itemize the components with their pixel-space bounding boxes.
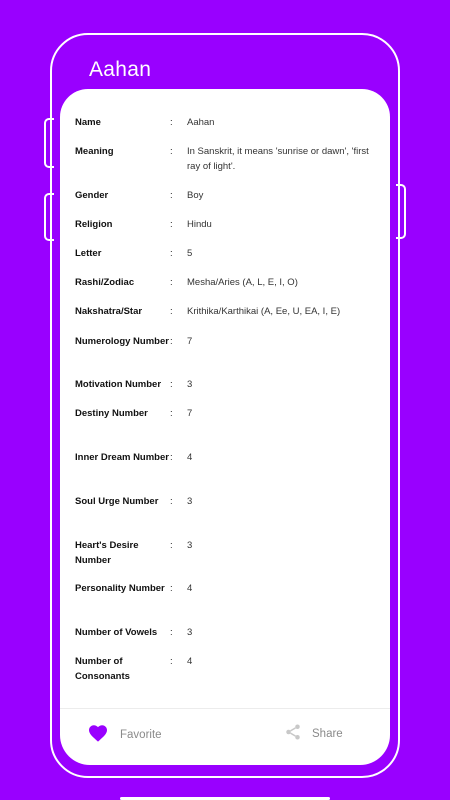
detail-label: Destiny Number	[75, 408, 148, 419]
detail-label: Name	[75, 117, 101, 128]
detail-separator: :	[170, 496, 173, 507]
detail-separator: :	[170, 248, 173, 259]
detail-separator: :	[170, 452, 173, 463]
detail-value: 4	[187, 656, 193, 667]
detail-separator: :	[170, 219, 173, 230]
favorite-label: Favorite	[120, 729, 162, 741]
share-icon	[284, 723, 302, 746]
details-card	[60, 89, 390, 765]
detail-value: 4	[187, 452, 193, 463]
detail-label: Number of Vowels	[75, 627, 158, 638]
detail-separator: :	[170, 408, 173, 419]
detail-value: 3	[187, 540, 193, 551]
detail-value: Krithika/Karthikai (A, Ee, U, EA, I, E)	[187, 306, 341, 317]
share-label: Share	[312, 728, 343, 740]
detail-separator: :	[170, 656, 173, 667]
detail-label: Number of Consonants	[75, 656, 130, 682]
detail-separator: :	[170, 117, 173, 128]
detail-separator: :	[170, 190, 173, 201]
detail-label: Personality Number	[75, 583, 165, 594]
detail-label: Letter	[75, 248, 102, 259]
detail-separator: :	[170, 306, 173, 317]
favorite-button[interactable]	[88, 725, 178, 745]
detail-value: 3	[187, 627, 193, 638]
detail-label: Nakshatra/Star	[75, 306, 143, 317]
detail-value: 3	[187, 496, 193, 507]
detail-separator: :	[170, 583, 173, 594]
detail-separator: :	[170, 540, 173, 551]
detail-label: Inner Dream Number	[75, 452, 169, 463]
detail-value: In Sanskrit, it means 'sunrise or dawn', 'first ray of light'.	[187, 146, 369, 172]
detail-separator: :	[170, 336, 173, 347]
detail-label: Numerology Number	[75, 336, 169, 347]
detail-value: Hindu	[187, 219, 212, 230]
detail-value: 3	[187, 379, 193, 390]
heart-icon	[88, 724, 108, 747]
detail-label: Meaning	[75, 146, 114, 157]
detail-value: Aahan	[187, 117, 215, 128]
share-button[interactable]	[284, 723, 374, 745]
detail-label: Gender	[75, 190, 109, 201]
detail-value: 7	[187, 336, 193, 347]
detail-label: Religion	[75, 219, 113, 230]
detail-separator: :	[170, 379, 173, 390]
detail-separator: :	[170, 627, 173, 638]
detail-value: 7	[187, 408, 193, 419]
detail-value: 5	[187, 248, 193, 259]
page-title: Aahan	[89, 58, 152, 81]
detail-label: Motivation Number	[75, 379, 162, 390]
detail-label: Soul Urge Number	[75, 496, 159, 507]
detail-separator: :	[170, 146, 173, 157]
detail-label: Rashi/Zodiac	[75, 277, 135, 288]
detail-value: Boy	[187, 190, 204, 201]
footer-divider	[60, 708, 390, 709]
detail-label: Heart's Desire Number	[75, 540, 139, 566]
detail-value: Mesha/Aries (A, L, E, I, O)	[187, 277, 298, 288]
detail-value: 4	[187, 583, 193, 594]
detail-separator: :	[170, 277, 173, 288]
